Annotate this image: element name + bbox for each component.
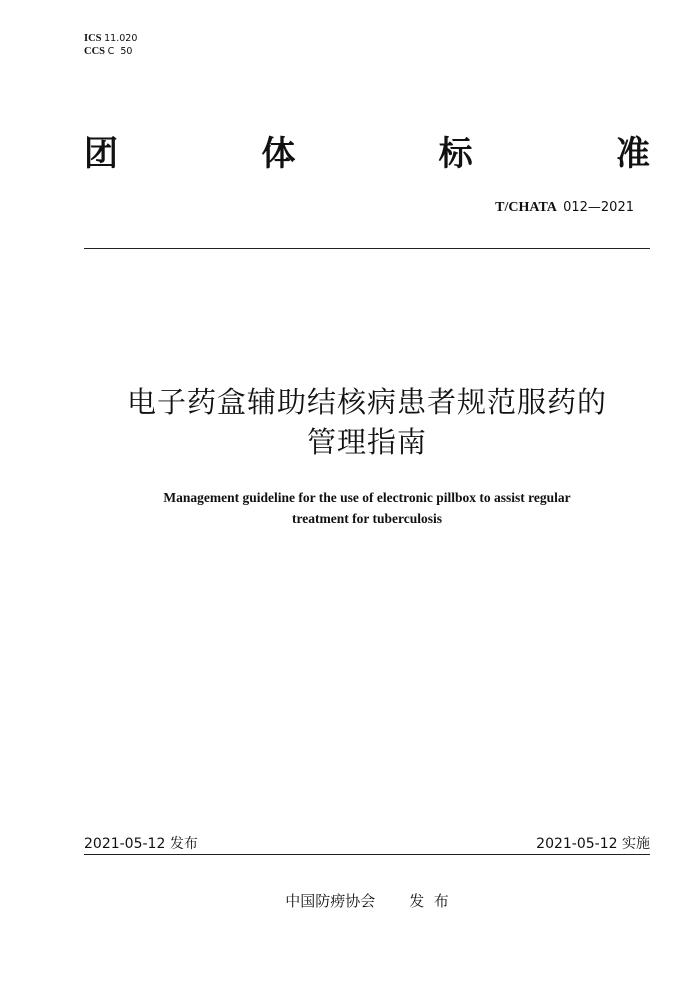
ics-code: 11.020	[104, 33, 138, 44]
standard-type-char-1: 团	[84, 134, 118, 174]
english-title-line-1: Management guideline for the use of electronic pillbox to assist regular	[163, 490, 571, 505]
publisher-action: 发 布	[409, 892, 449, 910]
ccs-code: C 50	[107, 45, 133, 57]
chinese-title-line-1: 电子药盒辅助结核病患者规范服药的	[126, 385, 607, 419]
standard-type-char-2: 体	[261, 134, 296, 174]
issue-date-line	[84, 833, 198, 853]
header-divider	[84, 248, 650, 249]
footer-divider	[84, 854, 650, 855]
english-title-line-2: treatment for tuberculosis	[292, 511, 442, 526]
issue-label: 发布	[169, 836, 198, 852]
standard-type-char-3: 标	[438, 134, 473, 174]
implementation-date: 2021-05-12	[536, 836, 618, 852]
classification-codes	[84, 33, 137, 58]
ccs-label: CCS	[84, 45, 106, 57]
chinese-title	[60, 382, 674, 462]
issue-date: 2021-05-12	[84, 836, 166, 852]
publisher-name: 中国防痨协会	[285, 892, 376, 910]
standard-number-prefix: T/CHATA	[495, 200, 557, 215]
standard-number	[495, 200, 634, 216]
english-title	[84, 487, 650, 529]
standard-type-char-4: 准	[615, 134, 650, 174]
ics-line	[84, 33, 137, 46]
standard-number-value: 012—2021	[563, 200, 634, 215]
implementation-date-line	[536, 833, 650, 853]
ics-label: ICS	[84, 33, 102, 44]
chinese-title-line-2: 管理指南	[306, 425, 427, 459]
ccs-line	[84, 46, 137, 59]
implementation-label: 实施	[622, 836, 650, 852]
standard-type-heading	[84, 134, 650, 174]
publisher-line	[0, 890, 700, 911]
